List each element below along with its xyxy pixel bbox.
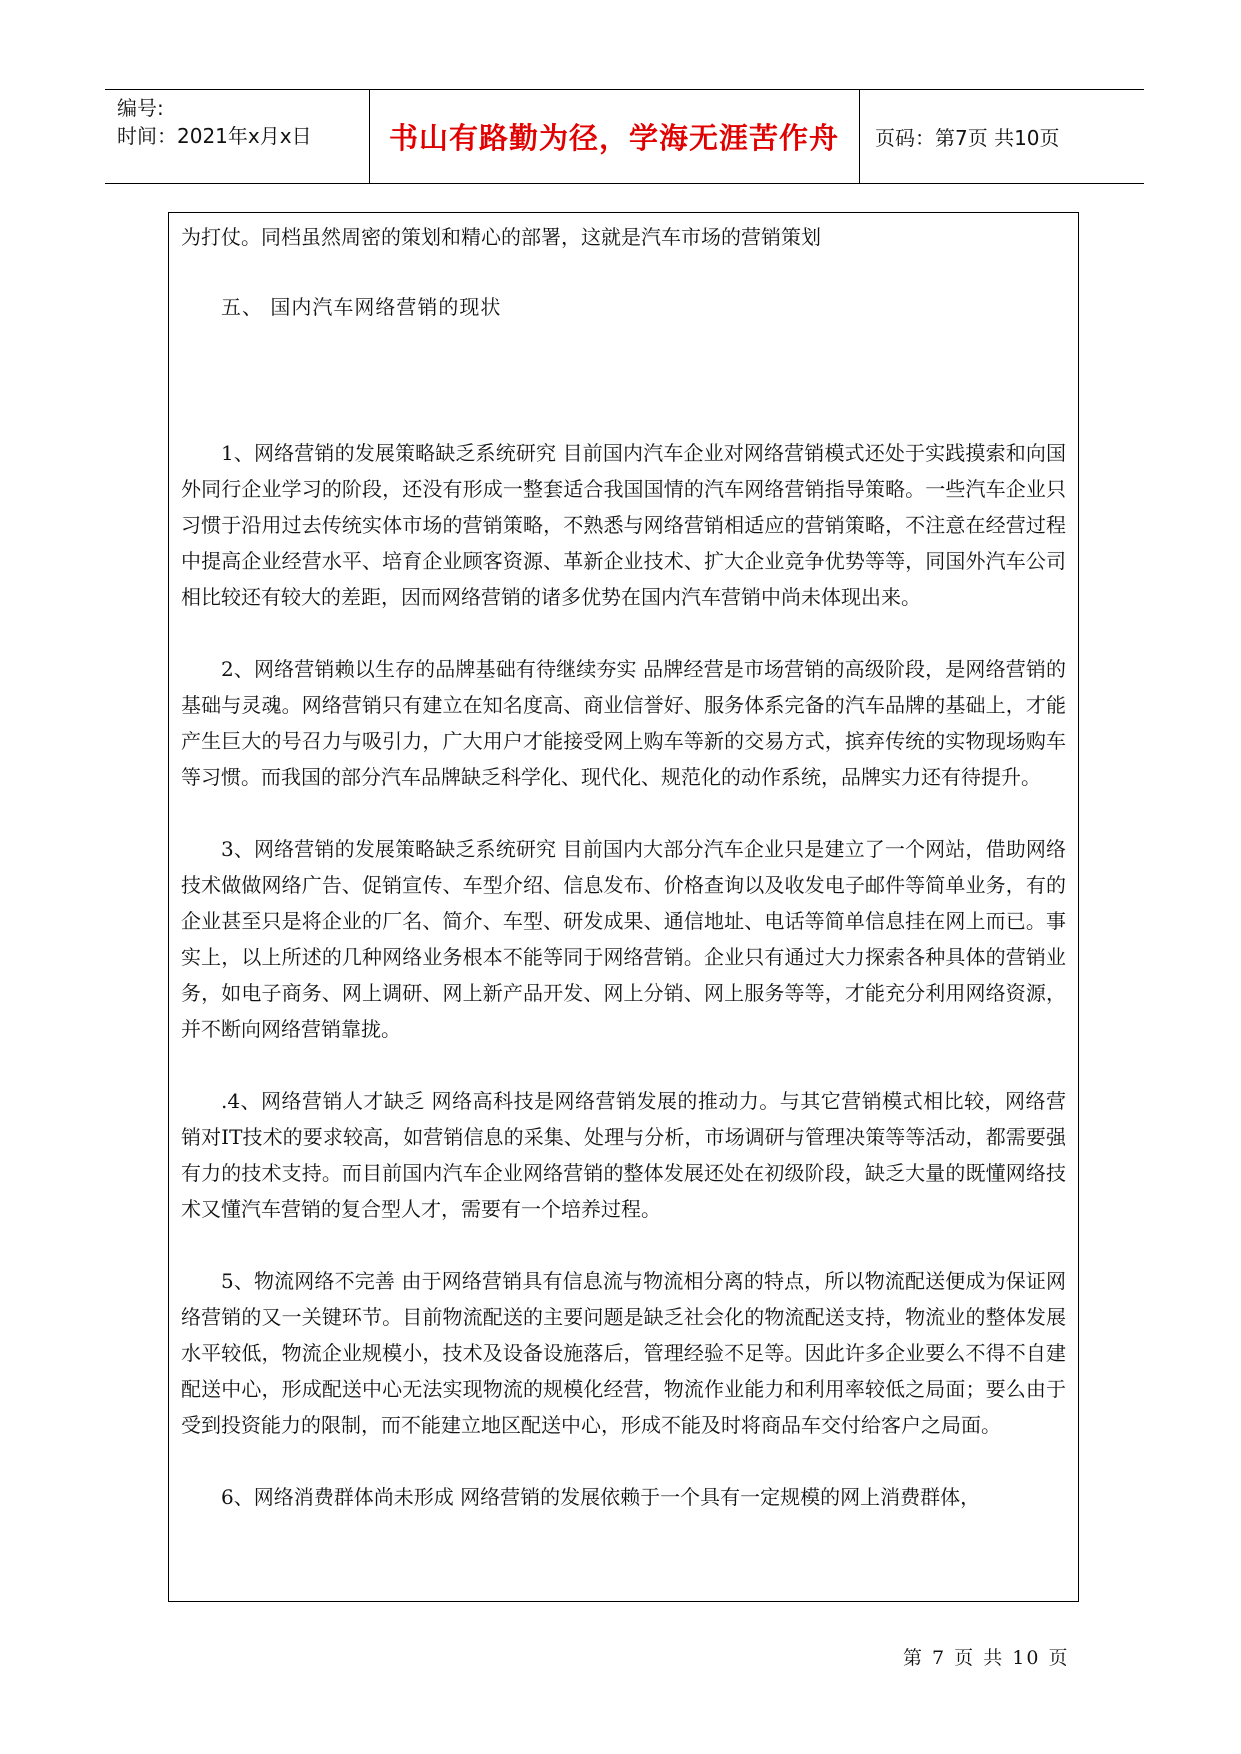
document-time-label: 时间：2021年x月x日 (117, 124, 312, 148)
paragraph-5: 5、物流网络不完善 由于网络营销具有信息流与物流相分离的特点，所以物流配送便成为保证网络营销的又一关键环节。目前物流配送的主要问题是缺乏社会化的物流配送支持，物流业的整体发展水平较低，物流企业规模小，技术及设备设施落后，管理经验不足等。因此许多企业要么不得不自建配送中心，形成配送中心无法实现物流的规模化经营，物流作业能力和利用率较低之局面；要么由于受到投资能力的限制，而不能建立地区配送中心，形成不能及时将商品车交付给客户之局面。 (181, 1269, 1066, 1437)
header-slogan: 书山有路勤为径，学海无涯苦作舟 (388, 121, 839, 155)
paragraph-2: 2、网络营销赖以生存的品牌基础有待继续夯实 品牌经营是市场营销的高级阶段，是网络营销的基础与灵魂。网络营销只有建立在知名度高、商业信誉好、服务体系完备的汽车品牌的基础上，才能产生巨大的号召力与吸引力，广大用户才能接受网上购车等新的交易方式，摈弃传统的实物现场购车等习惯。而我国的部分汽车品牌缺乏科学化、现代化、规范化的动作系统，品牌实力还有待提升。 (181, 657, 1066, 789)
content-box (168, 212, 1079, 1602)
body-text (181, 219, 1066, 1515)
paragraph-4: .4、网络营销人才缺乏 网络高科技是网络营销发展的推动力。与其它营销模式相比较，网络营销对IT技术的要求较高，如营销信息的采集、处理与分析，市场调研与管理决策等等活动，都需要强有力的技术支持。而目前国内汽车企业网络营销的整体发展还处在初级阶段，缺乏大量的既懂网络技术又懂汽车营销的复合型人才，需要有一个培养过程。 (181, 1089, 1066, 1221)
header-divider (859, 90, 860, 183)
page-footer: 第 7 页 共 10 页 (903, 1647, 1070, 1669)
section-title: 五、 国内汽车网络营销的现状 (221, 295, 502, 319)
paragraph-1: 1、网络营销的发展策略缺乏系统研究 目前国内汽车企业对网络营销模式还处于实践摸索和向国外同行企业学习的阶段，还没有形成一整套适合我国国情的汽车网络营销指导策略。一些汽车企业只习惯于沿用过去传统实体市场的营销策略，不熟悉与网络营销相适应的营销策略，不注意在经营过程中提高企业经营水平、培育企业顾客资源、革新企业技术、扩大企业竞争优势等等，同国外汽车公司相比较还有较大的差距，因而网络营销的诸多优势在国内汽车营销中尚未体现出来。 (181, 441, 1066, 609)
paragraph-6: 6、网络消费群体尚未形成 网络营销的发展依赖于一个具有一定规模的网上消费群体， (221, 1485, 981, 1509)
intro-line: 为打仗。同档虽然周密的策划和精心的部署，这就是汽车市场的营销策划 (181, 225, 821, 249)
document-number-label: 编号: (117, 96, 164, 120)
header-meta (117, 94, 312, 150)
header-page-label: 页码：第7页 共10页 (875, 126, 1060, 150)
document-header (105, 89, 1144, 184)
paragraph-3: 3、网络营销的发展策略缺乏系统研究 目前国内大部分汽车企业只是建立了一个网站，借助网络技术做做网络广告、促销宣传、车型介绍、信息发布、价格查询以及收发电子邮件等简单业务，有的企业甚至只是将企业的厂名、简介、车型、研发成果、通信地址、电话等简单信息挂在网上而已。事实上，以上所述的几种网络业务根本不能等同于网络营销。企业只有通过大力探索各种具体的营销业务，如电子商务、网上调研、网上新产品开发、网上分销、网上服务等等，才能充分利用网络资源，并不断向网络营销靠拢。 (181, 837, 1066, 1041)
